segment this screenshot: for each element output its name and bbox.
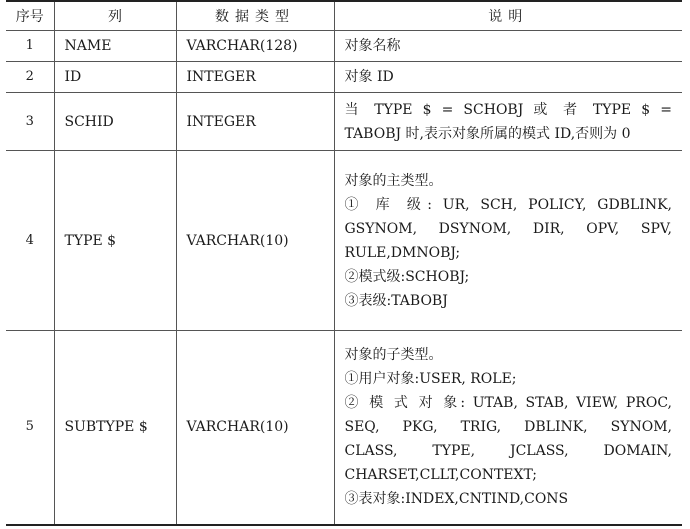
data-dictionary-table: [6, 0, 682, 526]
table-row: [6, 62, 682, 93]
row-type: VARCHAR(10): [176, 331, 334, 525]
description-line: ② 模 式 对 象: UTAB, STAB, VIEW, PROC,: [344, 395, 672, 412]
description-line: ① 库 级: UR, SCH, POLICY, GDBLINK,: [344, 196, 672, 213]
description-line: CHARSET,CLLT,CONTEXT;: [344, 467, 538, 484]
row-column: TYPE $: [54, 151, 176, 331]
row-seq: 1: [6, 31, 54, 62]
row-type: VARCHAR(128): [176, 31, 334, 62]
description-line: ②模式级:SCHOBJ;: [344, 268, 470, 285]
table-row: [6, 31, 682, 62]
header-description: 说明: [334, 1, 682, 31]
row-description: [334, 331, 682, 525]
row-seq: 2: [6, 62, 54, 93]
header-column: 列: [54, 1, 176, 31]
header-seq: 序号: [6, 1, 54, 31]
description-line: GSYNOM, DSYNOM, DIR, OPV, SPV,: [344, 220, 672, 237]
row-description: [334, 62, 682, 93]
row-column: SCHID: [54, 93, 176, 151]
description-line: 当 TYPE $ = SCHOBJ 或 者 TYPE $ =: [344, 101, 672, 118]
row-description: [334, 93, 682, 151]
row-column: NAME: [54, 31, 176, 62]
row-description: [334, 151, 682, 331]
row-type: INTEGER: [176, 93, 334, 151]
description-line: ①用户对象:USER, ROLE;: [344, 371, 517, 388]
row-type: VARCHAR(10): [176, 151, 334, 331]
table-row: [6, 151, 682, 331]
description-line: SEQ, PKG, TRIG, DBLINK, SYNOM,: [344, 419, 672, 436]
description-line: 对象的主类型。: [344, 172, 443, 189]
description-line: ③表级:TABOBJ: [344, 292, 448, 309]
table-row: [6, 331, 682, 525]
row-column: ID: [54, 62, 176, 93]
description-line: RULE,DMNOBJ;: [344, 244, 461, 261]
header-row: [6, 1, 682, 31]
description-line: ③表对象:INDEX,CNTIND,CONS: [344, 491, 569, 508]
row-type: INTEGER: [176, 62, 334, 93]
description-line: CLASS, TYPE, JCLASS, DOMAIN,: [344, 443, 672, 460]
row-description: [334, 31, 682, 62]
header-data-type: 数据类型: [176, 1, 334, 31]
row-column: SUBTYPE $: [54, 331, 176, 525]
description-line: TABOBJ 时,表示对象所属的模式 ID,否则为 0: [344, 125, 631, 142]
description-line: 对象 ID: [344, 69, 394, 85]
row-seq: 5: [6, 331, 54, 525]
table-row: [6, 93, 682, 151]
description-line: 对象的子类型。: [344, 347, 443, 364]
description-line: 对象名称: [344, 38, 401, 54]
row-seq: 4: [6, 151, 54, 331]
row-seq: 3: [6, 93, 54, 151]
